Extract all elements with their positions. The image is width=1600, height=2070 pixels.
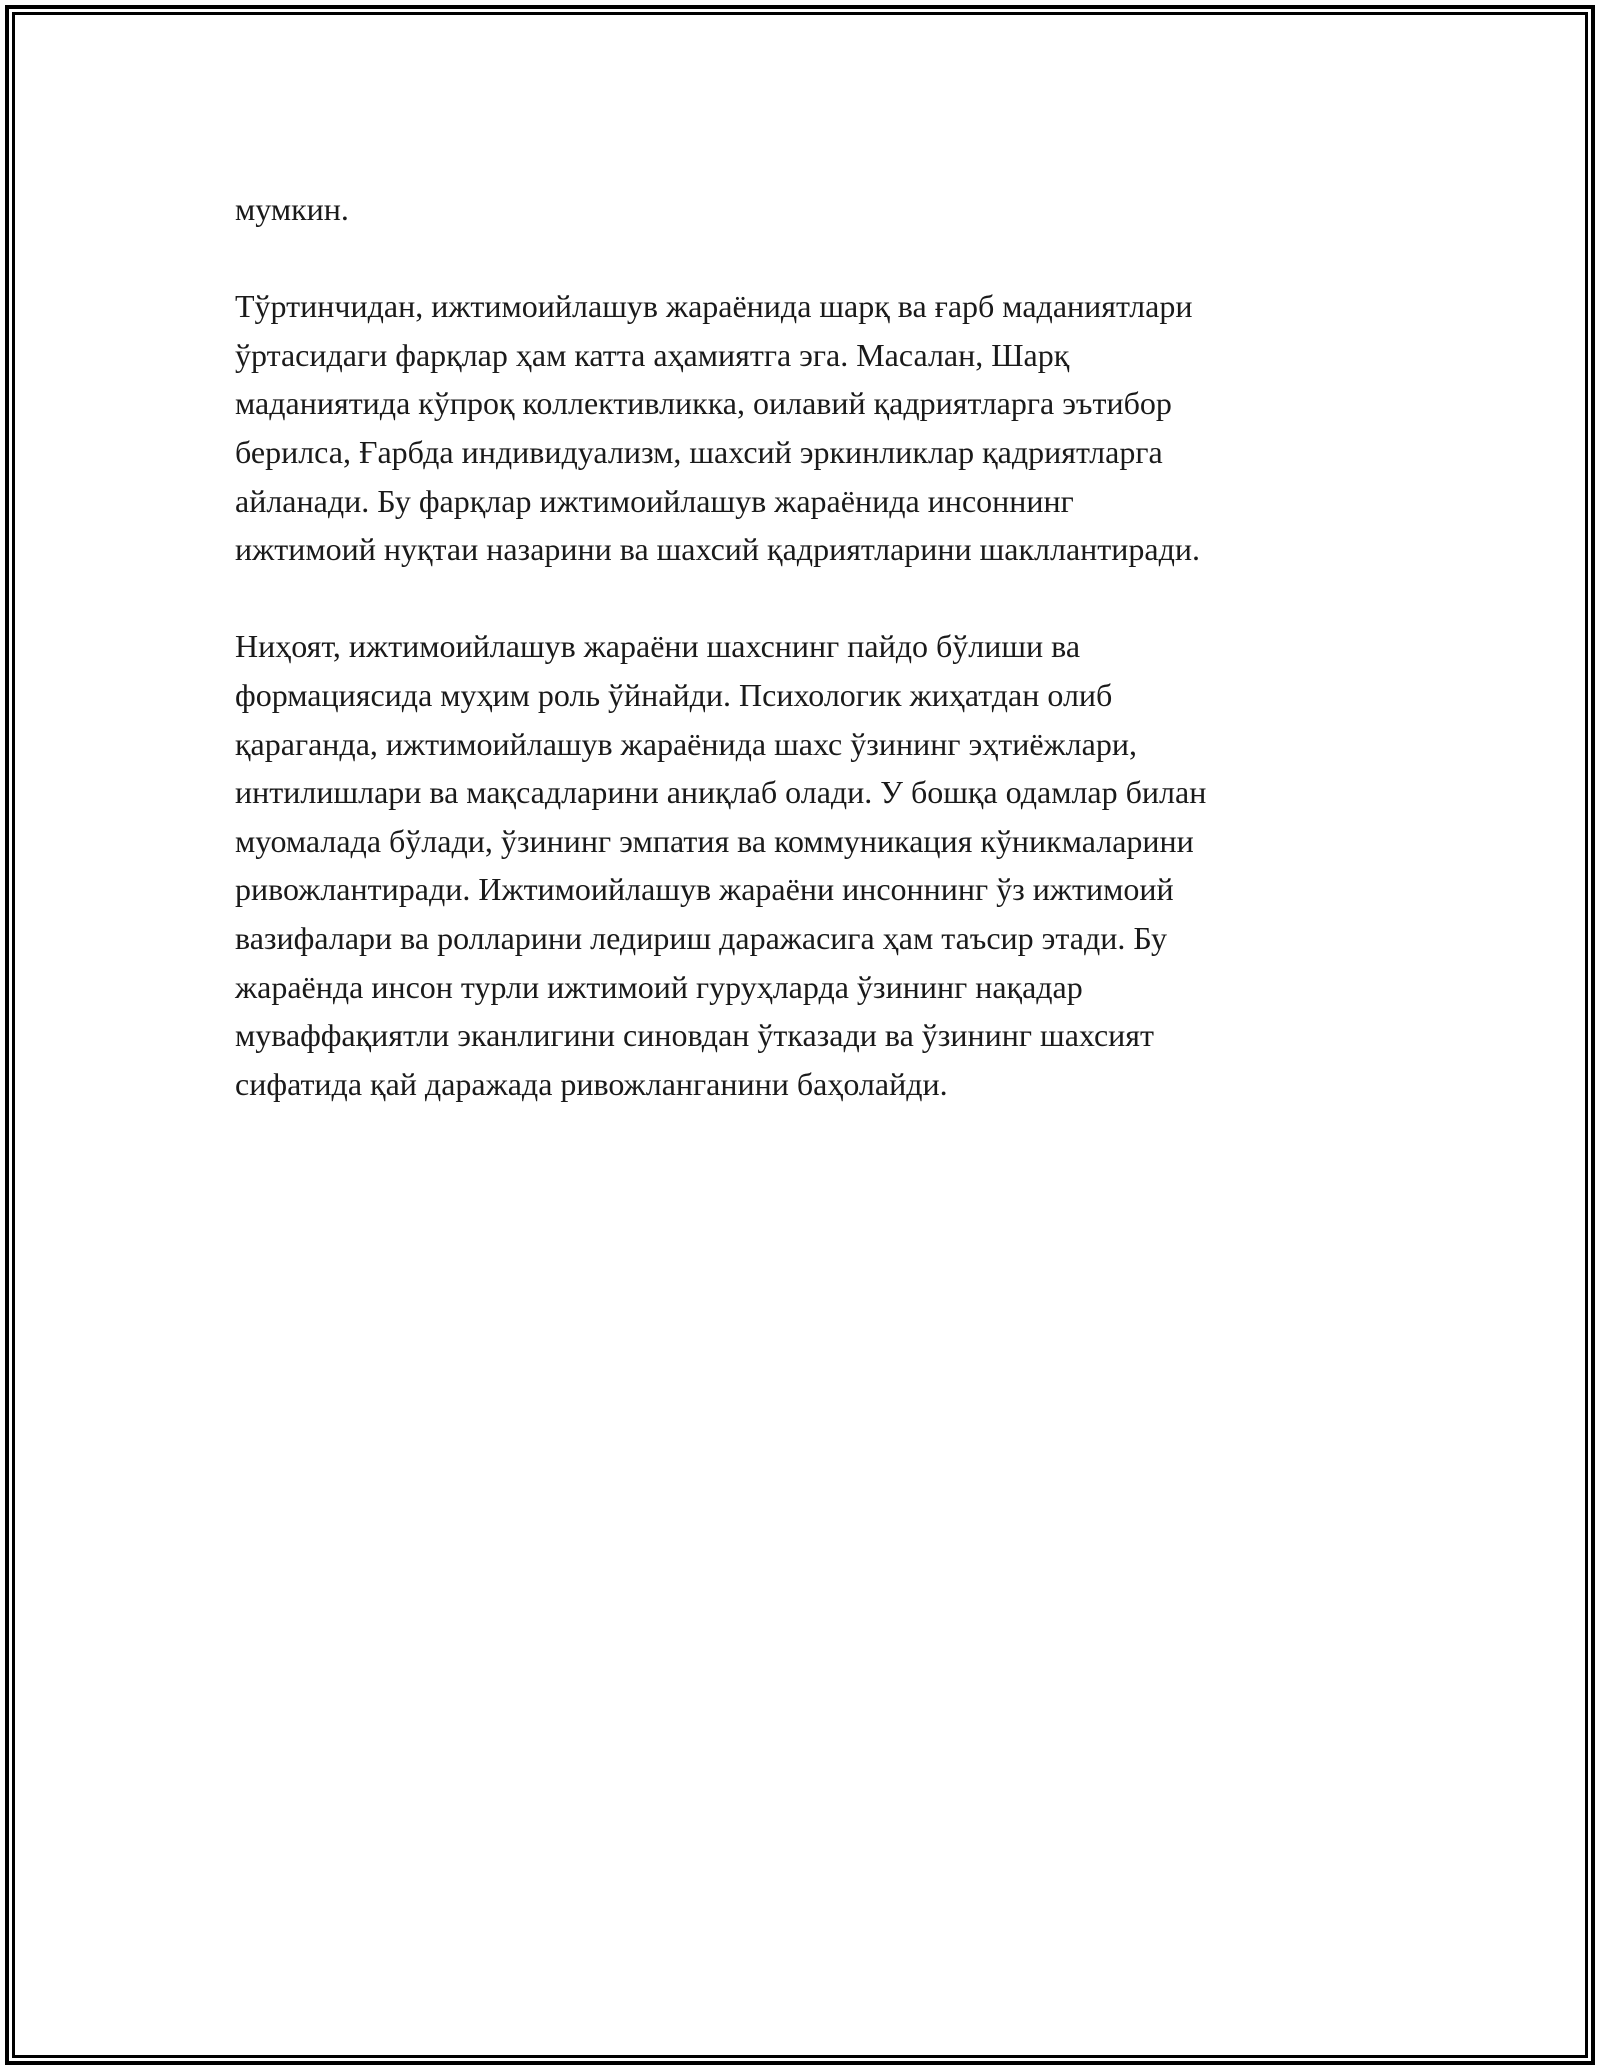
text-line: мумкин. — [235, 191, 349, 227]
text-line: ўртасидаги фарқлар ҳам катта аҳамиятга эга. Масалан, Шарқ — [235, 336, 1070, 373]
paragraph-continuation — [235, 185, 1375, 234]
text-line: қараганда, ижтимоийлашув жараёнида шахс ўзининг эҳтиёжлари, — [235, 725, 1137, 762]
paragraph-fourthly — [235, 282, 1375, 574]
text-line: сифатида қай даражада ривожланганини баҳолайди. — [235, 1065, 948, 1102]
text-line: Тўртинчидан, ижтимоийлашув жараёнида шарқ ва ғарб маданиятлари — [235, 288, 1193, 325]
text-line: Ниҳоят, ижтимоийлашув жараёни шахснинг пайдо бўлиши ва — [235, 628, 1081, 665]
text-line: ривожлантиради. Ижтимоийлашув жараёни инсоннинг ўз ижтимоий — [235, 871, 1174, 908]
text-line: муваффақиятли эканлигини синовдан ўтказади ва ўзининг шахсият — [235, 1017, 1154, 1054]
text-line: вазифалари ва ролларини ледириш даражасига ҳам таъсир этади. Бу — [235, 919, 1167, 956]
text-line: маданиятида кўпроқ коллективликка, оилавий қадриятларга эътибор — [235, 385, 1172, 422]
document-body — [235, 185, 1375, 1157]
text-line: берилса, Ғарбда индивидуализм, шахсий эркинликлар қадриятларга — [235, 433, 1163, 470]
text-line: айланади. Бу фарқлар ижтимоийлашув жараёнида инсоннинг — [235, 482, 1074, 519]
text-line: интилишлари ва мақсадларини аниқлаб олади. У бошқа одамлар билан — [235, 774, 1207, 811]
text-line: муомалада бўлади, ўзининг эмпатия ва коммуникация кўникмаларини — [235, 822, 1194, 859]
text-line: жараёнда инсон турли ижтимоий гуруҳларда ўзининг нақадар — [235, 968, 1083, 1005]
paragraph-finally — [235, 622, 1375, 1108]
text-line: формациясида муҳим роль ўйнайди. Психологик жиҳатдан олиб — [235, 676, 1113, 713]
text-line: ижтимоий нуқтаи назарини ва шахсий қадриятларини шакллантиради. — [235, 531, 1201, 568]
